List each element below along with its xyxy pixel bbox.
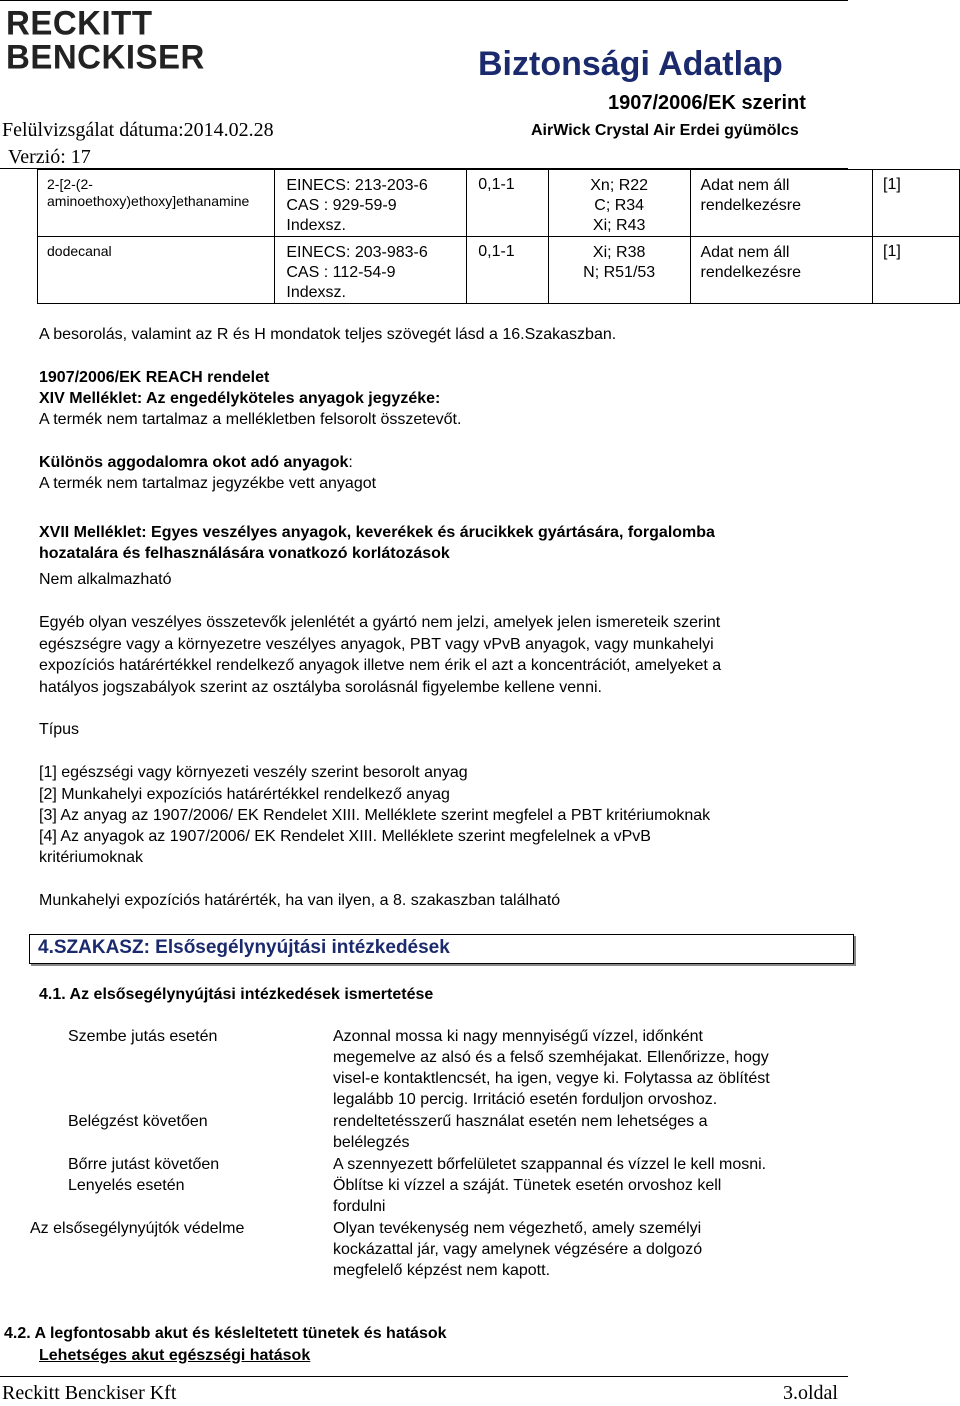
- svhc-title: Különös aggodalomra okot adó anyagok: [39, 454, 349, 471]
- type-legend-item: [3] Az anyag az 1907/2006/ EK Rendelet XIII. Melléklete szerint megfelel a PBT kritériumoknak: [39, 807, 711, 824]
- index-number: Indexsz.: [286, 217, 346, 234]
- component-name: [38, 237, 275, 304]
- component-reference: [1]: [873, 170, 960, 237]
- section4-header: [29, 934, 854, 964]
- logo-text-line1: RECKITT: [6, 3, 153, 42]
- footer-company: Reckitt Benckiser Kft: [2, 1382, 177, 1404]
- logo-text-line2: BENCKISER: [6, 37, 205, 76]
- type-legend-item: [1] egészségi vagy környezeti veszély szerint besorolt anyag: [39, 764, 468, 781]
- index-number: Indexsz.: [286, 284, 346, 301]
- type-label: Típus: [39, 721, 80, 738]
- component-classification: [548, 170, 690, 237]
- first-aid-skin-text: A szennyezett bőrfelületet szappannal és vízzel le kell mosni.: [333, 1156, 767, 1173]
- component-classification: [548, 237, 690, 304]
- subsection-4-2-title: 4.2. A legfontosabb akut és késleltetett tünetek és hatások: [4, 1325, 447, 1342]
- eu-line: Adat nem áll: [700, 177, 790, 194]
- component-name-line: aminoethoxy)ethoxy]ethanamine: [47, 193, 250, 209]
- classification-line: Xn; R22: [590, 177, 649, 194]
- footer-rule: [0, 1376, 848, 1377]
- einecs-number: EINECS: 203-983-6: [286, 244, 428, 261]
- eu-line: rendelkezésre: [700, 264, 801, 281]
- first-aid-eye-label: Szembe jutás esetén: [68, 1028, 218, 1045]
- annex17-title-line1: XVII Melléklet: Egyes veszélyes anyagok, keverékek és árucikkek gyártására, forgalomba: [39, 524, 715, 541]
- first-aid-eye-text: megemelve az alsó és a felső szemhéjakat. Ellenőrizze, hogy: [333, 1049, 769, 1066]
- component-reference: [1]: [873, 237, 960, 304]
- first-aider-protection-label: Az elsősegélynyújtók védelme: [30, 1220, 245, 1237]
- component-percent: 0,1-1: [467, 237, 549, 304]
- footer-page-number: 3.oldal: [783, 1382, 838, 1404]
- component-name-line: dodecanal: [47, 243, 112, 259]
- classification-line: N; R51/53: [583, 264, 656, 281]
- first-aid-skin-label: Bőrre jutást követően: [68, 1156, 220, 1173]
- table-row: [38, 170, 960, 237]
- first-aid-eye-text: legalább 10 percig. Irritáció esetén forduljon orvoshoz.: [333, 1091, 718, 1108]
- document-title: Biztonsági Adatlap: [478, 45, 783, 83]
- component-name: [38, 170, 275, 237]
- subsection-4-1-title: 4.1. Az elsősegélynyújtási intézkedések ismertetése: [39, 986, 434, 1003]
- first-aid-ingestion-text: Öblítse ki vízzel a száját. Tünetek esetén orvoshoz kell: [333, 1177, 722, 1194]
- first-aider-protection-text: Olyan tevékenység nem végezhető, amely személyi: [333, 1220, 702, 1237]
- first-aid-inhalation-text: rendeltetésszerű használat esetén nem lehetséges a: [333, 1113, 708, 1130]
- eu-line: rendelkezésre: [700, 197, 801, 214]
- type-legend-item-continued: kritériumoknak: [39, 849, 144, 866]
- cas-number: CAS : 929-59-9: [286, 197, 397, 214]
- first-aid-eye-text: Azonnal mossa ki nagy mennyiségű vízzel, időnként: [333, 1028, 703, 1045]
- version-label: Verzió: 17: [8, 146, 91, 168]
- other-hazards-line: Egyéb olyan veszélyes összetevők jelenlétét a gyártó nem jelzi, amelyek jelen ismereteik szerint: [39, 614, 721, 631]
- first-aider-protection-text: megfelelő képzést nem kapott.: [333, 1262, 551, 1279]
- oel-note: Munkahelyi expozíciós határérték, ha van ilyen, a 8. szakaszban található: [39, 892, 561, 909]
- component-ec-cas: [275, 237, 467, 304]
- composition-table: [37, 169, 960, 304]
- first-aid-ingestion-text: fordulni: [333, 1198, 386, 1215]
- type-legend-item: [2] Munkahelyi expozíciós határértékkel rendelkező anyag: [39, 786, 450, 803]
- annex14-title: XIV Melléklet: Az engedélyköteles anyagok jegyzéke:: [39, 390, 441, 407]
- revision-date: Felülvizsgálat dátuma:2014.02.28: [2, 119, 274, 141]
- header-top-rule: [0, 0, 848, 1]
- component-percent: 0,1-1: [467, 170, 549, 237]
- classification-line: Xi; R38: [592, 244, 646, 261]
- other-hazards-line: hatályos jogszabályok szerint az osztályba sorolásnál figyelembe kellene venni.: [39, 679, 602, 696]
- svhc-text: A termék nem tartalmaz jegyzékbe vett anyagot: [39, 475, 377, 492]
- component-eu-classification: [690, 170, 873, 237]
- first-aid-ingestion-label: Lenyelés esetén: [68, 1177, 185, 1194]
- table-row: [38, 237, 960, 304]
- first-aider-protection-text: kockázattal jár, vagy amelynek végzésére a dolgozó: [333, 1241, 703, 1258]
- annex17-text: Nem alkalmazható: [39, 571, 172, 588]
- component-ec-cas: [275, 170, 467, 237]
- einecs-number: EINECS: 213-203-6: [286, 177, 428, 194]
- annex14-text: A termék nem tartalmaz a mellékletben felsorolt összetevőt.: [39, 411, 462, 428]
- reach-title: 1907/2006/EK REACH rendelet: [39, 369, 270, 386]
- classification-note: A besorolás, valamint az R és H mondatok teljes szövegét lásd a 16.Szakaszban.: [39, 326, 617, 343]
- acute-health-effects-link: Lehetséges akut egészségi hatások: [39, 1347, 311, 1364]
- component-eu-classification: [690, 237, 873, 304]
- regulation-line: 1907/2006/EK szerint: [608, 92, 806, 114]
- cas-number: CAS : 112-54-9: [286, 264, 396, 281]
- svhc-heading: [39, 454, 353, 472]
- other-hazards-line: expozíciós határértékkel rendelkező anyagok illetve nem érik el azt a koncentrációt, amelyeket a: [39, 657, 722, 674]
- annex17-title-line2: hozatalára és felhasználására vonatkozó korlátozások: [39, 545, 450, 562]
- first-aid-inhalation-label: Belégzést követően: [68, 1113, 208, 1130]
- first-aid-eye-text: visel-e kontaktlencsét, ha igen, vegye ki. Folytassa az öblítést: [333, 1070, 770, 1087]
- svhc-colon: :: [348, 454, 353, 471]
- eu-line: Adat nem áll: [700, 244, 790, 261]
- component-name-line: 2-[2-(2-: [47, 176, 93, 192]
- first-aid-inhalation-text: belélegzés: [333, 1134, 410, 1151]
- type-legend-item: [4] Az anyagok az 1907/2006/ EK Rendelet XIII. Melléklete szerint megfelelnek a vPvB: [39, 828, 651, 845]
- other-hazards-line: egészségre vagy a környezetre veszélyes anyagok, PBT vagy vPvB anyagok, vagy munkahelyi: [39, 636, 714, 653]
- classification-line: C; R34: [594, 197, 645, 214]
- product-name: AirWick Crystal Air Erdei gyümölcs: [531, 122, 799, 139]
- classification-line: Xi; R43: [592, 217, 646, 234]
- section4-title: 4.SZAKASZ: Elsősegélynyújtási intézkedések: [38, 937, 450, 958]
